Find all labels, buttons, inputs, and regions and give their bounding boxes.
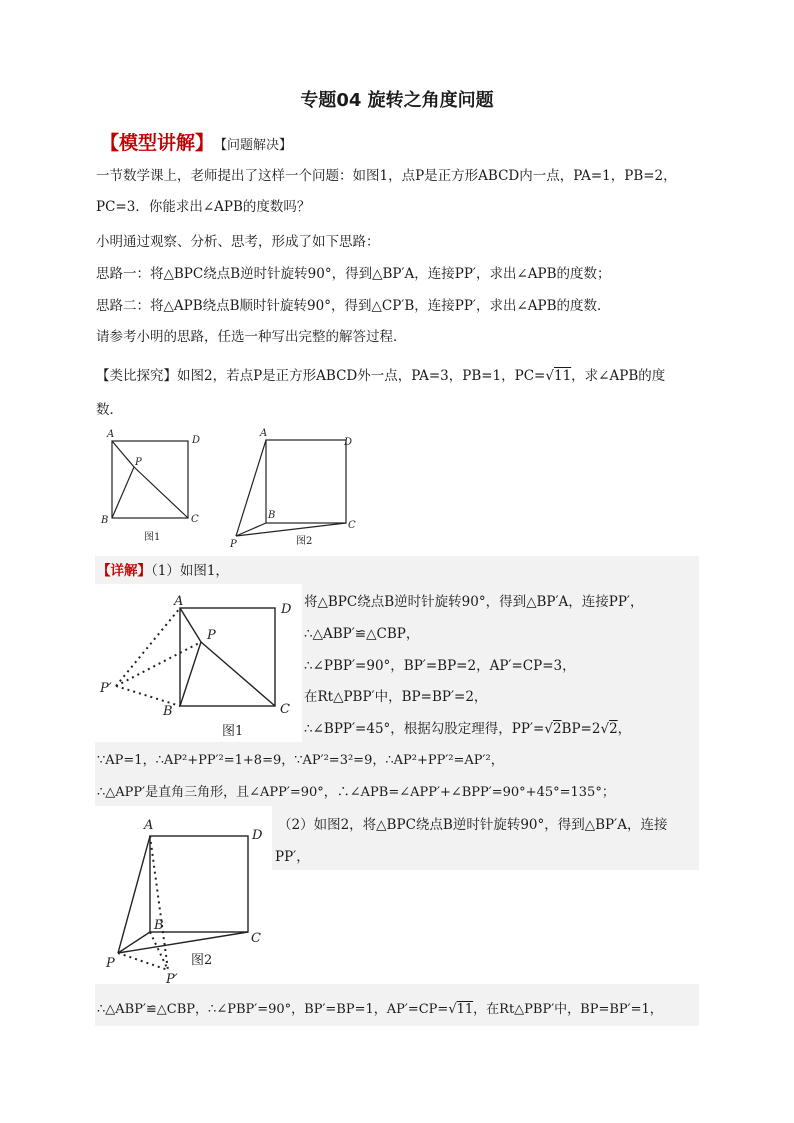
fig1-segment-pc [134, 467, 188, 518]
sqrt-expr: √2 [544, 721, 562, 737]
fig2-label-c: C [348, 520, 356, 531]
detail-part2-line1: （2）如图2，将△BPC绕点B逆时针旋转90°，得到△BP′A，连接 [278, 817, 668, 833]
problem-line-3: 小明通过观察、分析、思考，形成了如下思路： [96, 234, 380, 250]
fig1-caption: 图1 [144, 532, 161, 543]
top-figures [96, 425, 366, 553]
fig2-caption: 图2 [296, 536, 313, 547]
fig1-label-c: C [191, 514, 199, 525]
sqrt-radicand: 2 [609, 721, 618, 737]
fig1-segments-ap-pb [112, 441, 134, 518]
detail-r5 [304, 720, 631, 738]
fig2-segment-pa [236, 440, 266, 536]
d1-dotted-bp1 [116, 686, 180, 706]
detail-last-b: ，在Rt△PBP′中，BP=BP′=1， [473, 1002, 663, 1017]
detail-r5-c: ， [617, 721, 632, 737]
problem-line-1: 一节数学课上，老师提出了这样一个问题：如图1，点P是正方形ABCD内一点，PA=1，PB=2， [96, 168, 677, 184]
fig2-label-a: A [260, 428, 268, 439]
problem-line-5: 思路二：将△APB绕点B顺时针旋转90°，得到△CP′B，连接PP′，求出∠APB的度数． [96, 298, 611, 314]
d1-dotted-ap1 [116, 608, 180, 686]
model-section-sub: 【问题解决】 [214, 138, 293, 153]
d1-label-b: B [163, 704, 173, 719]
fig1-label-d: D [192, 435, 201, 446]
fig1-label-p: P [135, 457, 142, 468]
d2-caption: 图2 [191, 953, 213, 968]
analog-line-2: 数． [96, 402, 123, 418]
sqrt-radicand: 2 [552, 721, 562, 737]
detail-part2-line2: PP′， [275, 849, 310, 865]
d1-square [180, 608, 275, 706]
d1-label-a: A [174, 594, 184, 609]
sqrt-expr: √11 [545, 368, 572, 384]
d2-segment-pc [118, 932, 248, 953]
detail-r6: ∵AP=1，∴AP²+PP′²=1+8=9，∵AP′²=3²=9，∴AP²+PP′²=AP′²， [97, 753, 504, 768]
fig2-label-b: B [268, 510, 276, 521]
d2-square [150, 836, 248, 932]
d1-label-d: D [281, 602, 292, 617]
detail-head-line [97, 562, 229, 580]
d1-label-c: C [280, 702, 290, 717]
d2-label-a: A [144, 818, 154, 833]
sqrt-radicand: 11 [456, 1002, 474, 1017]
fig1-label-a: A [107, 429, 115, 440]
model-section-label: 【模型讲解】 [100, 132, 215, 154]
detail-head: 【详解】 [97, 563, 151, 579]
fig2-square [266, 440, 346, 523]
problem-line-4: 思路一：将△BPC绕点B逆时针旋转90°，得到△BP′A，连接PP′，求出∠APB的度数； [96, 266, 611, 282]
d2-label-p-prime: P′ [166, 972, 178, 987]
d1-label-p-prime: P′ [100, 681, 112, 696]
detail-r5-b: BP=2 [561, 721, 601, 737]
analog-line-1 [96, 367, 665, 385]
page-title: 专题04 旋转之角度问题 [300, 90, 494, 111]
d1-segments-ap-pb [180, 608, 201, 706]
detail-figure-2 [98, 812, 270, 988]
d2-dotted-ap1 [150, 836, 168, 970]
detail-r5-a: ∴∠BPP′=45°，根据勾股定理得，PP′= [304, 721, 545, 737]
detail-r7: ∴△APP′是直角三角形，且∠APP′=90°，∴∠APB=∠APP′+∠BPP′=90°+45°=135°； [97, 785, 615, 800]
detail-r4: 在Rt△PBP′中，BP=BP′=2， [304, 689, 488, 705]
detail-r3: ∴∠PBP′=90°，BP′=BP=2，AP′=CP=3， [304, 658, 576, 674]
analog-text-a: 【类比探究】如图2，若点P是正方形ABCD外一点，PA=3，PB=1，PC= [96, 368, 546, 384]
problem-line-2: PC=3．你能求出∠APB的度数吗？ [96, 199, 311, 215]
detail-part1: （1）如图1， [151, 563, 229, 579]
d1-caption: 图1 [222, 724, 244, 739]
problem-line-6: 请参考小明的思路，任选一种写出完整的解答过程． [96, 329, 407, 345]
analog-text-b: ，求∠APB的度 [571, 368, 666, 384]
d2-label-b: B [154, 918, 164, 933]
detail-figure-1 [96, 586, 302, 746]
fig1-label-b: B [101, 515, 109, 526]
sqrt-radicand: 11 [553, 368, 572, 384]
detail-last-a: ∴△ABP′≌△CBP，∴∠PBP′=90°，BP′=BP=1，AP′=CP= [97, 1002, 449, 1017]
d1-segment-pc [201, 642, 275, 706]
d2-label-c: C [251, 931, 261, 946]
d2-label-p: P [106, 956, 115, 971]
fig2-label-p: P [230, 539, 237, 550]
detail-r2: ∴△ABP′≌△CBP， [304, 626, 420, 642]
fig2-label-d: D [344, 437, 353, 448]
sqrt-expr: √11 [448, 1002, 474, 1017]
detail-r1: 将△BPC绕点B逆时针旋转90°，得到△BP′A，连接PP′， [304, 594, 644, 610]
sqrt-expr: √2 [600, 721, 618, 737]
d2-label-d: D [252, 828, 263, 843]
detail-last-line [97, 1001, 663, 1019]
d1-label-p: P [207, 628, 216, 643]
